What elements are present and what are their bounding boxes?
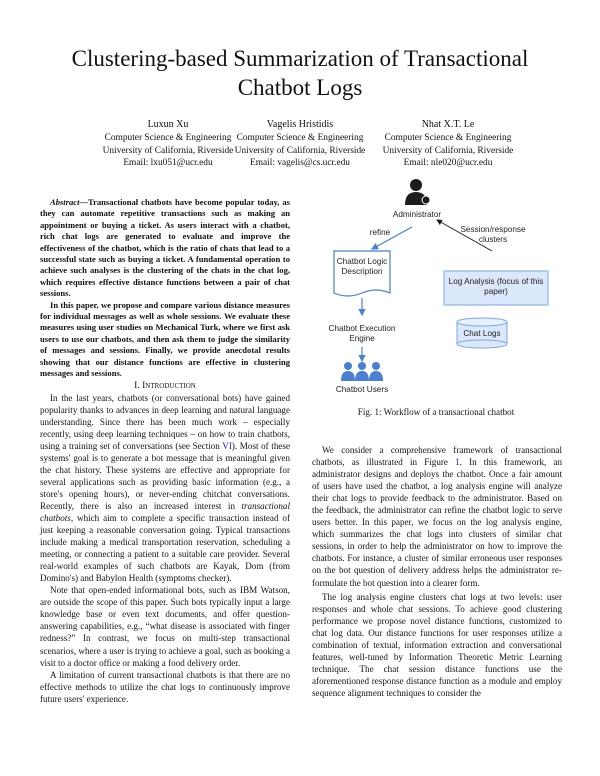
section-heading-introduction: I. Introduction [134, 379, 196, 391]
caption-label: Fig. 1: [357, 407, 382, 417]
author-block-3 [348, 119, 548, 170]
body-text: We consider a comprehensive framework of transactional chatbots, as illustrated in Figure [312, 445, 562, 468]
abstract-paragraph-2: In this paper, we propose and compare various distance measures for individual messages as well as whole sessions. We evaluate these measures using user studies on Mechanical Turk, where we first ask users to use our chatbots, and then ask them to judge the similarity of messages and sessions. Finally, we provide anecdotal results showing that our distance functions are effective in clustering messages and sessions. [40, 299, 290, 379]
intro-text: In the last years, chatbots (or conversational bots) have gained popularity thanks to advances in deep learning and natural language understanding. Since there has been much work – especially recently, using deep learning techniques – on how to train chatbots, using a training set of conversations (see Section [40, 392, 290, 451]
users-icon [341, 362, 383, 381]
intro-emphasis: transactional chatbots [40, 500, 290, 524]
paper-title: Clustering-based Summarization of Transactional Chatbot Logs [71, 46, 529, 100]
body-paragraph-clustering: The log analysis engine clusters chat logs at two levels: user responses and whole chat sessions. To achieve good clustering performance we propose novel distance functions, customized to chat log data. Our distance functions for user responses utilize a combination of textual, information extraction and conversational features, well-tuned by Information Theoretic Metric Learning technique. The chat session distance functions use the aforementioned response distance function as a module and employ sequence alignment techniques to consider the [312, 591, 562, 698]
chat-logs-label: Chat Logs [463, 329, 501, 338]
abstract [40, 197, 290, 380]
author-univ: University of California, Riverside [382, 145, 514, 156]
right-column [312, 444, 562, 701]
intro-paragraph-2: Note that open-ended informational bots, such as IBM Watson, are outside the scope of this paper. Such bots typically input a large knowledge base or even text documents, and offer question-answering capabilities, e.g., “what disease is associated with finger redness?” In contrast, we focus on multi-step transactional scenarios, where a user is trying to achieve a goal, such as booking a visit to a doctor office or making a food delivery order. [40, 585, 290, 668]
author-name: Nhat X.T. Le [421, 119, 475, 130]
session-clusters-label: Session/response clusters [460, 225, 526, 244]
intro-paragraph-1 [40, 392, 290, 585]
author-univ: University of California, Riverside [102, 145, 234, 156]
author-dept: Computer Science & Engineering [236, 133, 364, 144]
author-univ: University of California, Riverside [234, 145, 366, 156]
author-email: Email: nle020@ucr.edu [403, 158, 493, 169]
author-dept: Computer Science & Engineering [384, 133, 512, 144]
abstract-text: —Transactional chatbots have become popular today, as they can automate repetitive transactions such as making an appointment or buying a ticket. As users interact with a chatbot, rich chat logs are generated to evaluate and improve the effectiveness of the chatbot, which is the ratio of chats that lead to a successful state such as buying a ticket. A fundamental operation to achieve such analyses is the clustering of the chats in the chat log, which requires effective distance functions between a pair of chat sessions. [40, 197, 290, 299]
author-name: Luxun Xu [147, 119, 189, 130]
intro-text: , which aim to complete a specific transaction instead of just keeping a reasonable conversation going. Typical transactions include making a medical transportation reservation, scheduling a meeting, or connecting a patient to a suitable care provider. Several real-world examples of such chatbots are Kayak, Dom (from Domino's) and Babylon Health (symptoms checker). [40, 513, 290, 584]
caption-text: Workflow of a transactional chatbot [383, 407, 515, 417]
abstract-paragraph-1 [40, 197, 290, 300]
refine-label: refine [369, 228, 391, 237]
administrator-icon [405, 179, 430, 205]
author-dept: Computer Science & Engineering [104, 133, 232, 144]
figure-link[interactable]: 1 [455, 457, 460, 468]
section-link[interactable]: VI [222, 440, 232, 451]
author-name: Vagelis Hristidis [266, 119, 334, 130]
intro-text: ). Most of these systems' goal is to generate a bot message that is meaningful given the chat history. These systems are effective and appropriate for several applications such as providing basic information (e.g., a store's opening hours), or never-ending chitchat conversations. Recently, there is also an increased interest in [40, 440, 290, 511]
abstract-label: Abstract [50, 197, 80, 207]
author-email: Email: lxu051@ucr.edu [123, 158, 213, 169]
author-email: Email: vagelis@cs.ucr.edu [249, 158, 350, 169]
administrator-label: Administrator [392, 210, 442, 219]
figure-caption [312, 407, 560, 417]
chatbot-users-label: Chatbot Users [335, 385, 389, 394]
body-text: . In this framework, an administrator designs and deploys the chatbot. Once a fair amount of users have used the chatbot, a log analysis engine will analyze their chat logs to provide feedback to the administrator. Based on the feedback, the administrator can refine the chatbot logic to serve users better. In this paper, we focus on the log analysis engine, which summarizes the chat logs into clusters of similar chat sessions, in order to help the administrator on how to improve the chatbots. For instance, a cluster of similar erroneous user responses on the bot question of delivery address helps the administrator re-formulate the bot question into a clearer form. [312, 457, 562, 588]
figure-workflow [312, 175, 560, 415]
execution-engine-label: Chatbot Execution Engine [328, 324, 396, 343]
intro-paragraph-3: A limitation of current transactional chatbots is that there are no effective methods to utilize the chat logs to continuously improve future users' experience. [40, 669, 290, 704]
chatbot-logic-label: Chatbot Logic Description [336, 257, 388, 276]
left-column [40, 197, 290, 705]
log-analysis-label: Log Analysis (focus of this paper) [448, 277, 544, 296]
body-paragraph-framework [312, 444, 562, 589]
